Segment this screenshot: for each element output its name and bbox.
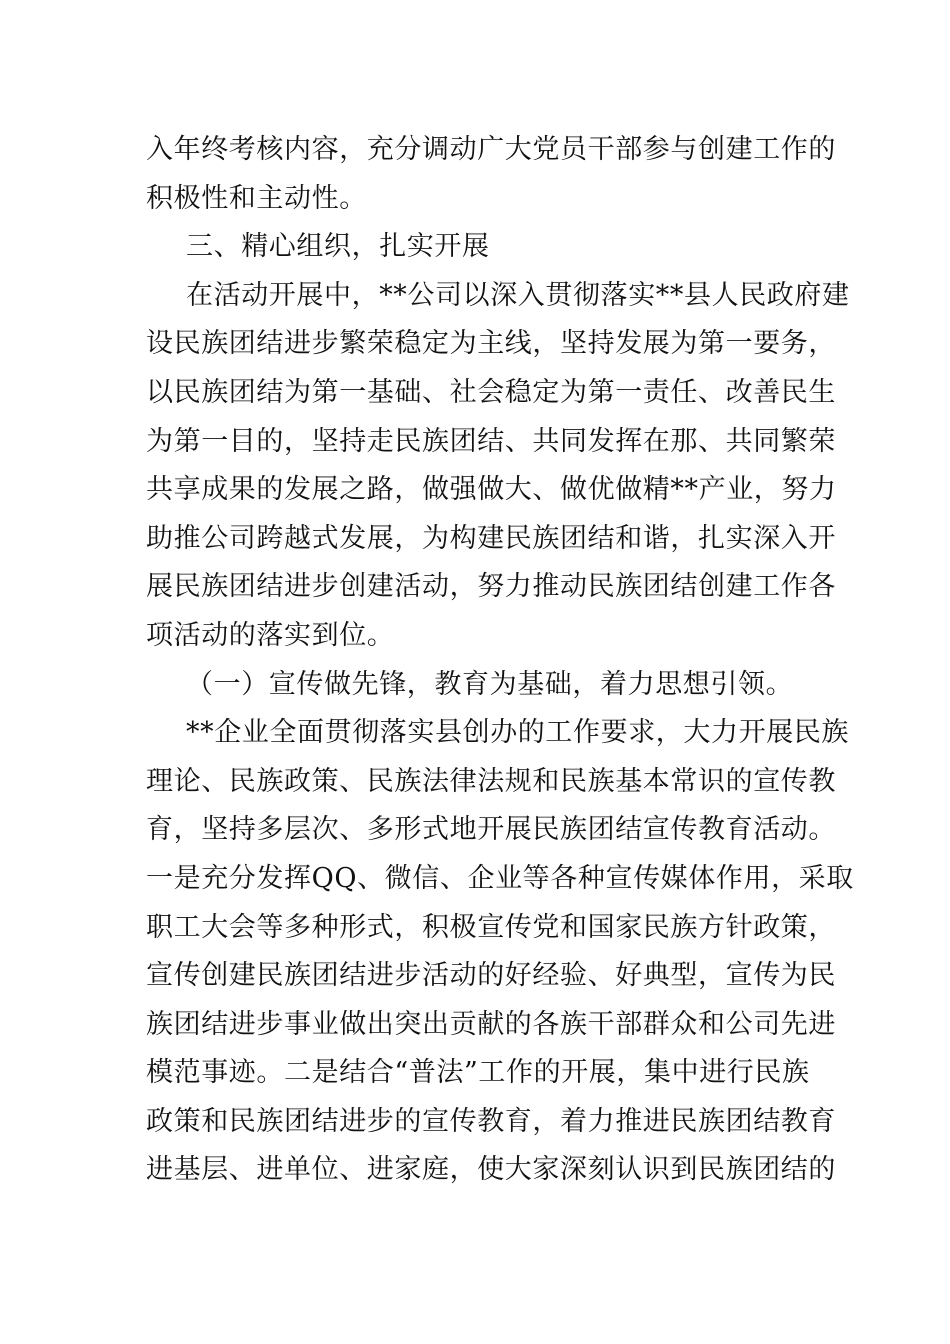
text-line: 项活动的落实到位。 — [146, 619, 395, 651]
text-line: 助推公司跨越式发展，为构建民族团结和谐，扎实深入开 — [146, 522, 836, 554]
paragraph — [146, 709, 854, 1195]
text-line: 设民族团结进步繁荣稳定为主线，坚持发展为第一要务， — [146, 328, 836, 360]
text-line: 理论、民族政策、民族法律法规和民族基本常识的宣传教 — [146, 765, 836, 797]
subsection-heading: （一）宣传做先锋，教育为基础，着力思想引领。 — [186, 668, 794, 700]
text-line: 进基层、进单位、进家庭，使大家深刻认识到民族团结的 — [146, 1154, 836, 1186]
text-line: 育，坚持多层次、多形式地开展民族团结宣传教育活动。 — [146, 814, 836, 846]
text-line: 为第一目的，坚持走民族团结、共同发挥在那、共同繁荣 — [146, 425, 836, 457]
text-line: **企业全面贯彻落实县创办的工作要求，大力开展民族 — [186, 717, 849, 749]
text-line: 共享成果的发展之路，做强做大、做优做精**产业，努力 — [146, 474, 837, 506]
paragraph-continued — [146, 126, 836, 223]
text-line: 积极性和主动性。 — [146, 182, 367, 214]
text-line: 入年终考核内容，充分调动广大党员干部参与创建工作的 — [146, 134, 836, 165]
text-line: 以民族团结为第一基础、社会稳定为第一责任、改善民生 — [146, 376, 836, 408]
text-line: 职工大会等多种形式，积极宣传党和国家民族方针政策， — [146, 911, 836, 943]
text-line: 展民族团结进步创建活动，努力推动民族团结创建工作各 — [146, 571, 836, 603]
text-line: 族团结进步事业做出突出贡献的各族干部群众和公司先进 — [146, 1008, 836, 1040]
text-line: 模范事迹。二是结合“普法”工作的开展，集中进行民族 — [146, 1057, 810, 1089]
text-line: 一是充分发挥QQ、微信、企业等各种宣传媒体作用，采取 — [146, 862, 854, 894]
paragraph — [146, 272, 850, 661]
document-body — [146, 126, 854, 1195]
text-line: 在活动开展中，**公司以深入贯彻落实**县人民政府建 — [186, 279, 850, 311]
section-heading: 三、精心组织，扎实开展 — [186, 231, 490, 263]
text-line: 宣传创建民族团结进步活动的好经验、好典型，宣传为民 — [146, 960, 836, 992]
text-line: 政策和民族团结进步的宣传教育，着力推进民族团结教育 — [146, 1105, 836, 1137]
